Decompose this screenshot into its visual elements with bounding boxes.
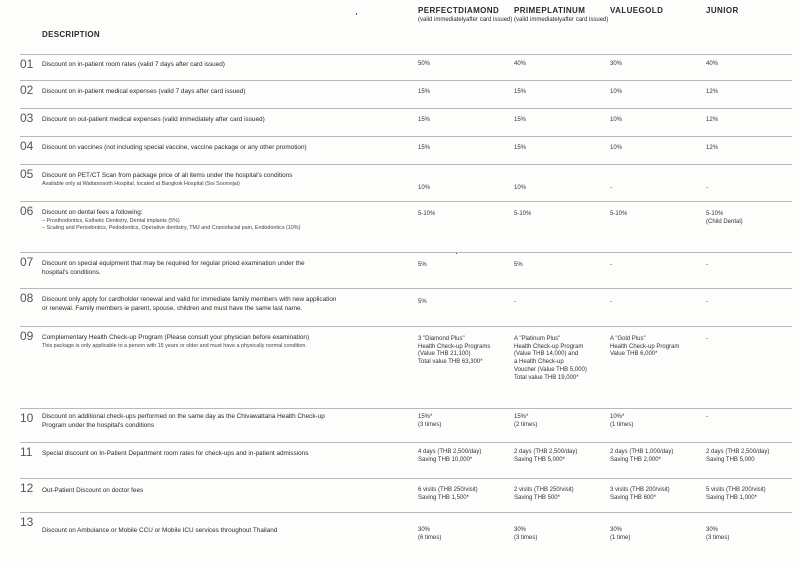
benefit-cell-col2 [514, 211, 531, 219]
benefit-cell-col1 [418, 145, 430, 153]
benefit-value: 40% [706, 61, 719, 67]
description-line: Discount on vaccines (not including special vaccine, vaccine package or any other promotion) [42, 144, 307, 151]
description-line: Program under the hospital's conditions [42, 421, 155, 429]
column-title-line: GOLD [638, 6, 664, 15]
benefit-value: 2 days (THB 2,500/day) [706, 449, 770, 455]
column-title-line: PRIME [514, 6, 542, 15]
column-note-line: after card issued) [562, 17, 609, 23]
row-description [42, 144, 412, 153]
benefit-value: Saving THB 2,000* [610, 456, 661, 463]
benefit-cell-col2 [514, 299, 516, 307]
benefit-value: 3 visits (THB 200/visit) [610, 487, 670, 493]
benefit-value: 10%* [610, 414, 625, 420]
table-row [20, 136, 792, 165]
benefit-cell-col3 [610, 145, 622, 153]
benefit-cell-col1 [418, 185, 430, 193]
row-description [42, 413, 412, 430]
table-row [20, 164, 792, 202]
column-note-line: (valid immediately [514, 17, 563, 23]
benefit-value: 10% [610, 117, 623, 123]
benefit-value: Saving THB 500* [514, 494, 560, 501]
benefit-value: - [706, 336, 708, 342]
benefit-value: - [706, 262, 708, 268]
column-title [514, 6, 608, 15]
row-description [42, 334, 412, 350]
row-description [42, 61, 412, 70]
benefit-cell-col2 [514, 89, 526, 97]
benefit-cell-col2 [514, 185, 526, 193]
row-number: 11 [20, 445, 33, 459]
description-header: DESCRIPTION [42, 30, 100, 39]
benefit-value: Health Check-up Program [610, 343, 680, 350]
row-number: 09 [20, 329, 34, 343]
benefit-cell-col4 [706, 299, 708, 307]
benefit-value: 15% [418, 145, 431, 151]
column-header-1 [418, 6, 512, 25]
row-number: 02 [20, 83, 34, 97]
column-title-line: VALUE [610, 6, 639, 15]
benefit-value: 15%* [418, 414, 433, 420]
description-note: Available only at Wattanosoth Hospital, located at Bangkok Hospital (Soi Soonvijai) [42, 180, 240, 187]
benefit-value: Saving THB 1,000* [706, 494, 757, 501]
row-number: 01 [20, 57, 34, 71]
benefit-cell-col3 [610, 527, 630, 542]
benefit-cell-col4 [706, 449, 769, 464]
benefit-cell-col3 [610, 89, 622, 97]
benefit-value: Saving THB 5,000* [514, 456, 565, 463]
row-description [42, 88, 412, 97]
benefit-value: 3 "Diamond Plus" [418, 336, 465, 342]
benefit-value: 5-10% [418, 211, 436, 217]
benefit-value: 5-10% [706, 211, 724, 217]
description-line: or renewal. Family members ie parent, spouse, children and must have the same last name. [42, 304, 303, 312]
scan-speck [356, 13, 357, 15]
description-line: Out-Patient Discount on doctor fees [42, 487, 144, 494]
benefit-cell-col3 [610, 262, 612, 270]
description-note: This package is only applicable to a person with 15 years or older and must have a physically normal condition. [42, 342, 307, 349]
benefit-cell-col2 [514, 117, 526, 125]
benefit-cell-col2 [514, 262, 523, 270]
benefit-value: Voucher (Value THB 5,000) [514, 366, 587, 373]
column-header-3 [610, 6, 663, 15]
column-title-line: PERFECT [418, 6, 459, 15]
benefit-value: - [610, 262, 612, 268]
benefit-cell-col1 [418, 211, 435, 219]
benefit-value: Health Check-up Programs [418, 343, 491, 350]
benefit-value: (Value THB 14,000) and [514, 351, 579, 358]
benefit-value: 5 visits (THB 200/visit) [706, 487, 766, 493]
benefit-value: (3 times) [514, 534, 538, 541]
table-row [20, 201, 792, 253]
benefit-value: 40% [514, 61, 527, 67]
benefit-value: 15%* [514, 414, 529, 420]
benefit-value: (6 times) [418, 534, 442, 541]
benefit-cell-col1 [418, 61, 430, 69]
benefit-value: 15% [418, 117, 431, 123]
benefit-value: 30% [706, 527, 719, 533]
benefit-cell-col4 [706, 211, 743, 226]
benefit-cell-col1 [418, 262, 427, 270]
benefit-cell-col2 [514, 527, 537, 542]
table-row [20, 252, 792, 289]
benefit-value: 30% [514, 527, 527, 533]
description-line: Discount on in-patient room rates (valid 7 days after card issued) [42, 61, 225, 68]
benefit-value: 15% [514, 145, 527, 151]
benefit-value: Value THB 6,000* [610, 351, 658, 358]
description-line: Complementary Health Check-up Program (Please consult your physician before examination) [42, 334, 310, 341]
row-description [42, 527, 412, 536]
row-number: 07 [20, 255, 34, 269]
row-number: 10 [20, 411, 34, 425]
benefit-cell-col1 [418, 414, 441, 429]
benefit-cell-col3 [610, 299, 612, 307]
benefit-value: 30% [418, 527, 431, 533]
table-row [20, 288, 792, 327]
column-header-2 [514, 6, 608, 25]
benefit-value: 2 days (THB 2,500/day) [514, 449, 578, 455]
benefit-cell-col4 [706, 487, 766, 502]
benefit-value: 10% [610, 89, 623, 95]
benefit-value: a Health Check-up [514, 359, 564, 366]
benefit-value: 5-10% [514, 211, 532, 217]
benefit-value: 6 visits (THB 250/visit) [418, 487, 478, 493]
benefit-value: (Child Dental) [706, 218, 743, 225]
benefit-cell-col1 [418, 336, 490, 367]
benefit-value: 5% [418, 262, 427, 268]
benefit-cell-col2 [514, 61, 526, 69]
description-note: – Scaling and Periodontics, Pedodontics, Operative dentistry, TMJ and Craniofacial pain, Endodontics (10%) [42, 224, 301, 231]
benefit-value: Saving THB 10,000* [418, 456, 473, 463]
benefit-cell-col4 [706, 145, 718, 153]
row-number: 04 [20, 139, 34, 153]
benefit-cell-col3 [610, 487, 670, 502]
benefit-value: - [514, 299, 516, 305]
benefit-cell-col1 [418, 89, 430, 97]
benefit-value: 5-10% [610, 211, 628, 217]
benefit-cell-col2 [514, 449, 577, 464]
benefit-cell-col4 [706, 527, 729, 542]
benefit-cell-col4 [706, 61, 718, 69]
benefit-value: 10% [610, 145, 623, 151]
benefit-value: - [610, 185, 612, 191]
benefit-value: 30% [610, 61, 623, 67]
row-number: 05 [20, 167, 34, 181]
benefit-value: - [610, 299, 612, 305]
benefit-cell-col4 [706, 414, 708, 422]
benefit-cell-col3 [610, 449, 673, 464]
benefit-cell-col1 [418, 299, 427, 307]
benefit-cell-col4 [706, 89, 718, 97]
column-title [418, 6, 512, 15]
description-line: Discount on additional check-ups performed on the same day as the Chivawattana Health Check-up [42, 413, 325, 420]
description-line: Discount only apply for cardholder renewal and valid for immediate family members with new application [42, 296, 337, 303]
table-row [20, 442, 792, 479]
benefit-value: 12% [706, 145, 719, 151]
benefit-cell-col2 [514, 414, 537, 429]
column-header-4 [706, 6, 739, 15]
benefit-value: 30% [610, 527, 623, 533]
description-line: Discount on PET/CT Scan from package price of all items under the hospital's conditions [42, 172, 293, 179]
benefit-value: (2 times) [514, 421, 538, 428]
benefit-value: 4 days (THB 2,500/day) [418, 449, 482, 455]
benefit-value: - [706, 414, 708, 420]
benefit-value: Total value THB 19,000* [514, 374, 579, 381]
column-note-line: after card issued) [466, 17, 513, 23]
table-row [20, 326, 792, 409]
benefit-value: - [706, 185, 708, 191]
description-line: Discount on Ambulance or Mobile CCU or Mobile ICU services throughout Thailand [42, 527, 278, 534]
row-description [42, 487, 412, 496]
benefit-value: (3 times) [706, 534, 730, 541]
benefit-value: 10% [514, 185, 527, 191]
description-line: Discount on out-patient medical expenses (valid immediately after card issued) [42, 116, 265, 123]
description-note: – Prosthodontics, Esthetic Dentistry, Dental implants (5%) [42, 217, 180, 224]
column-note [418, 17, 512, 25]
benefit-cell-col1 [418, 449, 481, 464]
benefit-value: 5% [418, 299, 427, 305]
column-note-line: (valid immediately [418, 17, 467, 23]
column-note [514, 17, 608, 25]
benefit-cell-col3 [610, 211, 627, 219]
benefit-value: (3 times) [418, 421, 442, 428]
row-description [42, 450, 412, 459]
benefit-cell-col2 [514, 487, 574, 502]
benefit-value: (1 times) [610, 421, 634, 428]
benefit-cell-col4 [706, 336, 708, 344]
benefit-value: 2 days (THB 1,000/day) [610, 449, 674, 455]
benefit-cell-col3 [610, 336, 679, 359]
benefit-cell-col4 [706, 185, 708, 193]
benefit-value: 12% [706, 117, 719, 123]
description-line: hospital's conditions. [42, 268, 101, 276]
column-title-line: DIAMOND [458, 6, 500, 15]
table-row [20, 408, 792, 443]
description-line: Special discount on In-Patient Department room rates for check-ups and in-patient admissions [42, 450, 309, 457]
benefit-cell-col4 [706, 117, 718, 125]
benefit-cell-col3 [610, 117, 622, 125]
benefit-cell-col4 [706, 262, 708, 270]
row-description [42, 296, 412, 313]
benefit-value: 50% [418, 61, 431, 67]
benefit-value: 12% [706, 89, 719, 95]
benefit-cell-col3 [610, 185, 612, 193]
table-row [20, 478, 792, 513]
benefit-cell-col2 [514, 145, 526, 153]
benefit-value: 5% [514, 262, 523, 268]
benefit-value: (Value THB 21,100) [418, 351, 471, 358]
benefit-cell-col3 [610, 414, 633, 429]
benefit-cell-col3 [610, 61, 622, 69]
benefit-value: Saving THB 600* [610, 494, 656, 501]
benefit-value: 15% [514, 89, 527, 95]
benefit-value: A "Platinum Plus" [514, 336, 561, 342]
row-number: 03 [20, 111, 34, 125]
table-row [20, 512, 792, 567]
benefit-value: Health Check-up Program [514, 343, 584, 350]
benefit-value: 2 visits (THB 250/visit) [514, 487, 574, 493]
row-description [42, 209, 412, 232]
table-row [20, 80, 792, 109]
row-number: 06 [20, 204, 34, 218]
benefit-value: Total value THB 63,300* [418, 359, 483, 366]
benefit-value: - [706, 299, 708, 305]
column-title [610, 6, 663, 15]
column-title-line: JUNIOR [706, 6, 739, 15]
column-title [706, 6, 739, 15]
benefit-value: (1 time) [610, 534, 631, 541]
benefit-value: 15% [514, 117, 527, 123]
row-description [42, 260, 412, 277]
benefit-cell-col2 [514, 336, 587, 382]
benefit-value: Saving THB 1,500* [418, 494, 469, 501]
benefit-cell-col1 [418, 487, 478, 502]
row-number: 08 [20, 291, 34, 305]
row-description [42, 116, 412, 125]
row-description [42, 172, 412, 188]
benefit-value: 10% [418, 185, 431, 191]
benefit-value: A "Gold Plus" [610, 336, 646, 342]
row-number: 13 [20, 515, 34, 529]
column-title-line: PLATINUM [541, 6, 586, 15]
benefit-value: 15% [418, 89, 431, 95]
benefit-cell-col1 [418, 117, 430, 125]
description-line: Discount on special equipment that may be required for regular priced examination under the [42, 260, 305, 267]
description-line: Discount on in-patient medical expenses (valid 7 days after card issued) [42, 88, 246, 95]
benefit-cell-col1 [418, 527, 441, 542]
benefit-value: Saving THB 5,000 [706, 456, 755, 463]
table-row [20, 54, 792, 81]
description-line: Discount on dental fees a following: [42, 209, 143, 216]
table-row [20, 108, 792, 137]
row-number: 12 [20, 481, 34, 495]
